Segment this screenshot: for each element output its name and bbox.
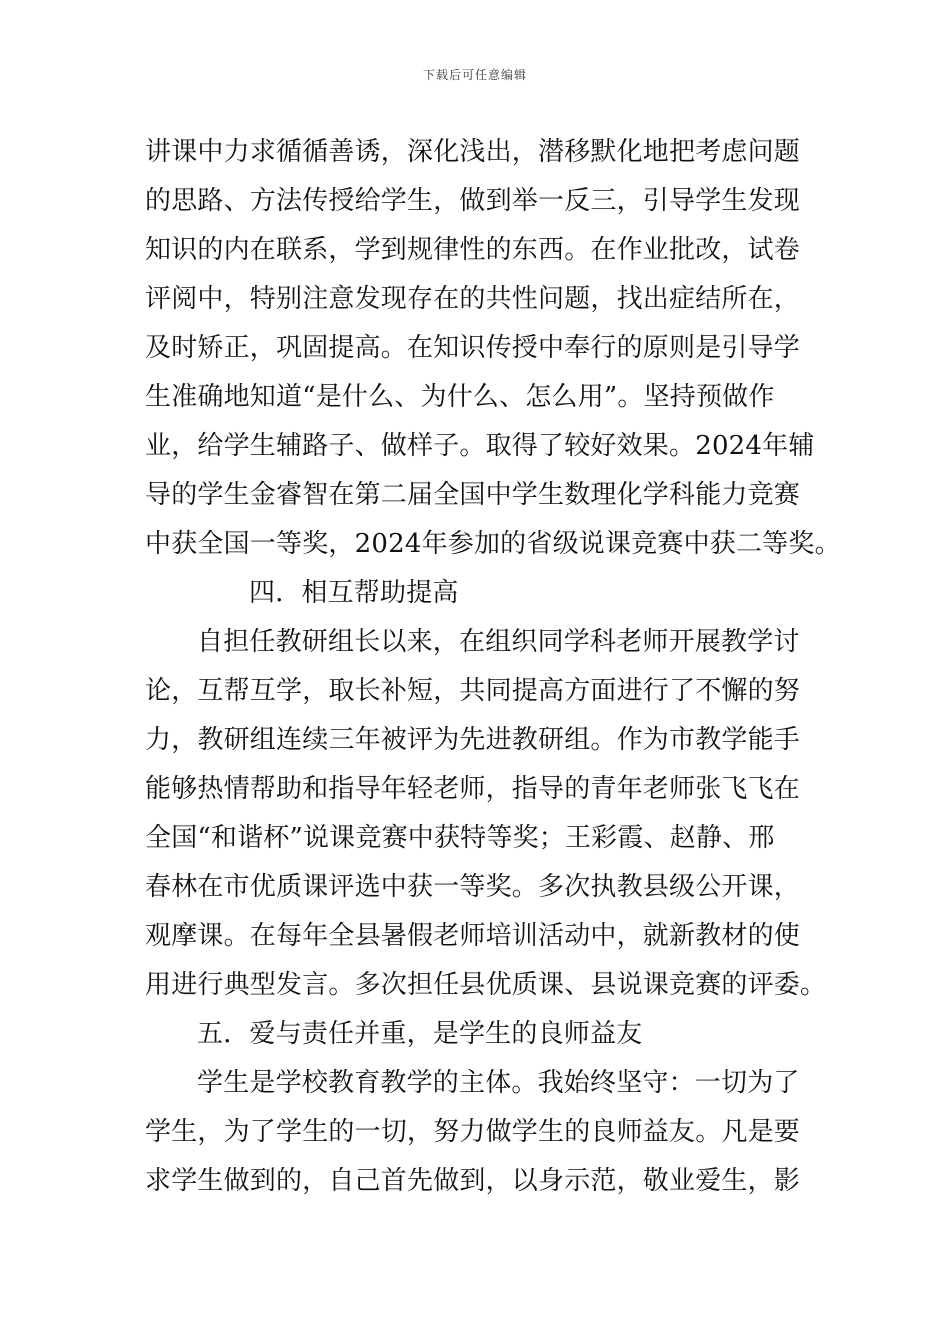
text-line: 学生是学校教育教学的主体。我始终坚守：一切为了 [197, 1068, 800, 1098]
text-line: 能够热情帮助和指导年轻老师，指导的青年老师张飞飞在 [145, 774, 801, 804]
section-heading-5: 五．爱与责任并重，是学生的良师益友 [197, 1019, 643, 1049]
text-line: 及时矫正，巩固提高。在知识传授中奉行的原则是引导学 [145, 333, 801, 363]
text-line: 评阅中，特别注意发现存在的共性问题，找出症结所在， [145, 284, 801, 314]
text-line: 春林在市优质课评选中获一等奖。多次执教县级公开课， [145, 872, 801, 902]
document-body [145, 128, 841, 1206]
text-line: 讲课中力求循循善诱，深化浅出，潜移默化地把考虑问题 [145, 137, 801, 167]
text-line: 全国“和谐杯”说课竞赛中获特等奖；王彩霞、赵静、邢 [145, 823, 775, 853]
text-line: 的思路、方法传授给学生，做到举一反三，引导学生发现 [145, 186, 801, 216]
text-line: 业，给学生辅路子、做样子。取得了较好效果。2024年辅 [145, 431, 815, 461]
section-heading-4: 四．相互帮助提高 [249, 578, 459, 608]
text-line: 力，教研组连续三年被评为先进教研组。作为市教学能手 [145, 725, 801, 755]
text-line: 求学生做到的，自己首先做到，以身示范，敬业爱生，影 [145, 1166, 801, 1196]
page-header: 下载后可任意编辑 [422, 68, 527, 82]
text-line: 自担任教研组长以来，在组织同学科老师开展教学讨 [197, 627, 800, 657]
text-line: 用进行典型发言。多次担任县优质课、县说课竞赛的评委。 [145, 970, 827, 1000]
text-line: 中获全国一等奖，2024年参加的省级说课竞赛中获二等奖。 [145, 529, 841, 559]
text-line: 导的学生金睿智在第二届全国中学生数理化学科能力竞赛 [145, 480, 801, 510]
text-line: 论，互帮互学，取长补短，共同提高方面进行了不懈的努 [145, 676, 801, 706]
text-line: 学生，为了学生的一切，努力做学生的良师益友。凡是要 [145, 1117, 801, 1147]
text-line: 观摩课。在每年全县暑假老师培训活动中，就新教材的使 [145, 921, 801, 951]
text-line: 知识的内在联系，学到规律性的东西。在作业批改，试卷 [145, 235, 801, 265]
text-line: 生准确地知道“是什么、为什么、怎么用”。坚持预做作 [145, 382, 775, 412]
